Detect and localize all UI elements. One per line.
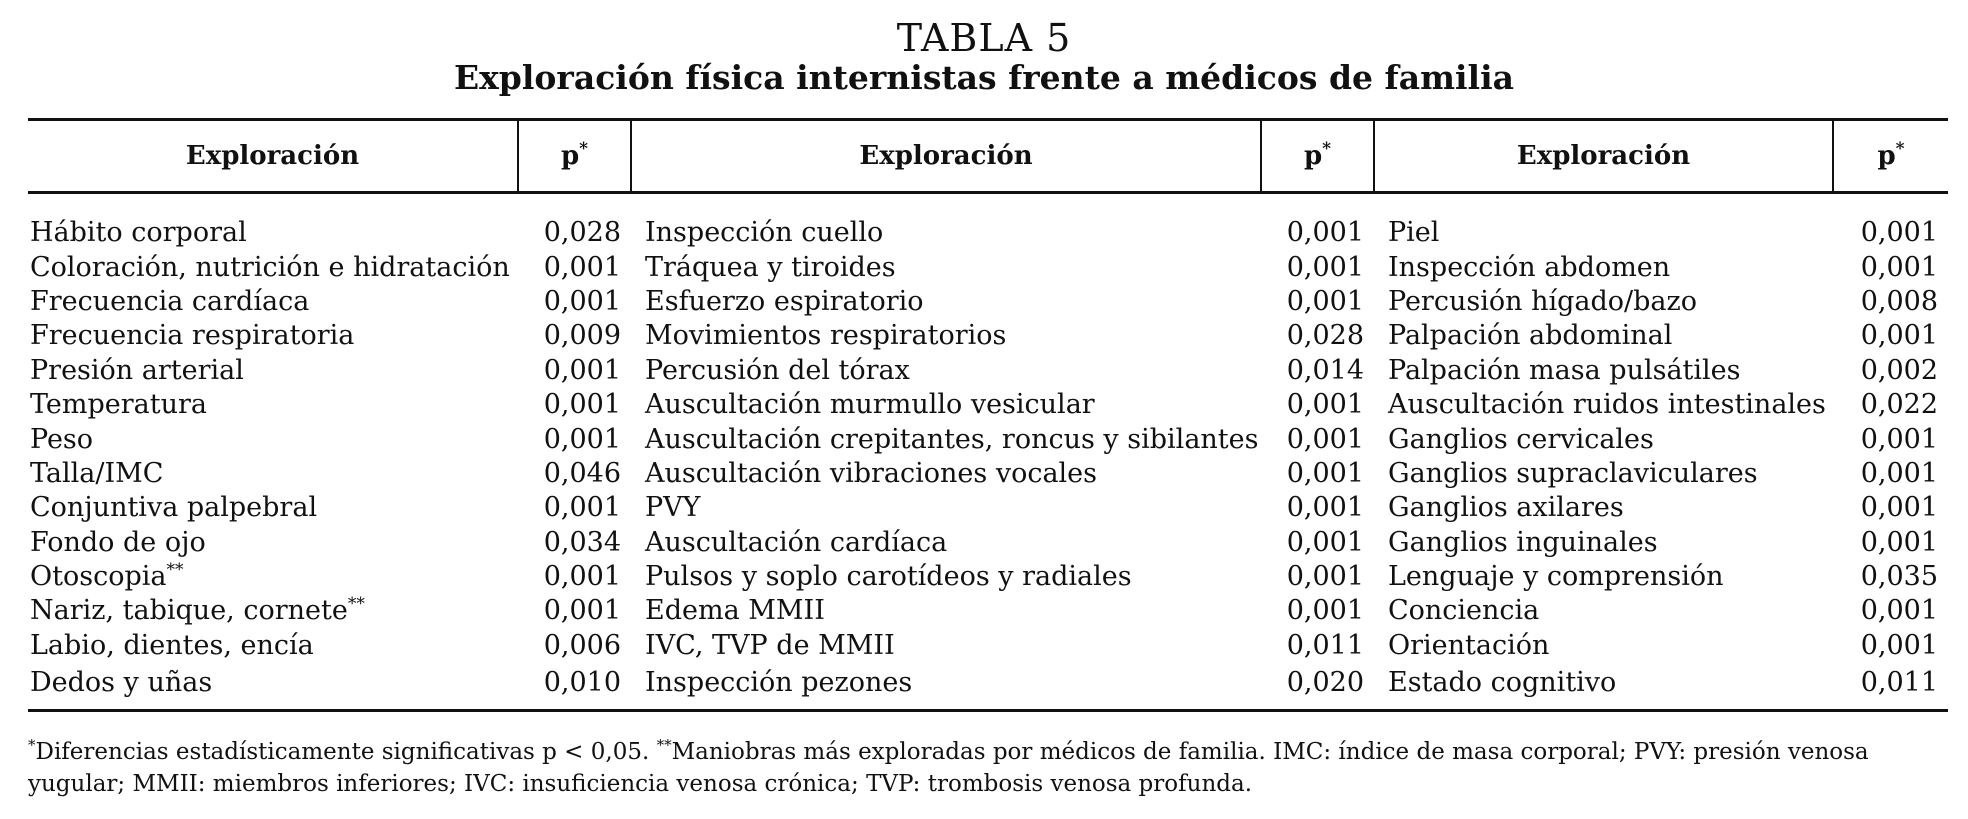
table-footnotes xyxy=(28,736,1948,800)
p-value-cell: 0,002 xyxy=(1860,354,1938,386)
exploration-cell: Inspección cuello xyxy=(645,217,884,249)
p-value-cell: 0,022 xyxy=(1860,389,1938,421)
table-row xyxy=(28,560,1948,594)
p-value-cell: 0,001 xyxy=(543,285,621,317)
p-value-cell: 0,046 xyxy=(543,457,621,489)
exploration-cell: Percusión hígado/bazo xyxy=(1388,285,1697,317)
p-value-cell: 0,001 xyxy=(1860,320,1938,352)
p-value-cell: 0,001 xyxy=(1860,595,1938,627)
header-exploracion-1: Exploración xyxy=(28,120,518,193)
p-value-cell: 0,028 xyxy=(543,217,621,249)
exploration-cell: Hábito corporal xyxy=(30,217,247,249)
table-body xyxy=(28,193,1948,711)
exploration-cell: Movimientos respiratorios xyxy=(645,320,1007,352)
table-row xyxy=(28,526,1948,560)
footnote-mark-1: * xyxy=(28,736,36,754)
p-value-cell: 0,001 xyxy=(543,354,621,386)
exploration-cell: Ganglios cervicales xyxy=(1388,423,1654,455)
exploration-cell: Auscultación ruidos intestinales xyxy=(1388,389,1826,421)
header-exploracion-2: Exploración xyxy=(631,120,1261,193)
p-value-cell: 0,001 xyxy=(543,389,621,421)
table-title: TABLA 5 xyxy=(896,16,1072,60)
p-value-cell: 0,001 xyxy=(543,423,621,455)
table-bottom-rule xyxy=(28,711,1948,713)
exploration-cell: PVY xyxy=(645,492,701,524)
exploration-cell: Estado cognitivo xyxy=(1388,667,1617,699)
exploration-cell: Auscultación cardíaca xyxy=(645,526,948,558)
p-value-cell: 0,009 xyxy=(543,320,621,352)
exploration-cell: Inspección abdomen xyxy=(1388,251,1671,283)
p-value-cell: 0,034 xyxy=(543,526,621,558)
exploration-cell: Fondo de ojo xyxy=(30,526,206,558)
exploration-cell: Orientación xyxy=(1388,629,1550,661)
exploration-cell: Ganglios axilares xyxy=(1388,492,1624,524)
p-value-cell: 0,001 xyxy=(1286,595,1364,627)
exploration-cell: IVC, TVP de MMII xyxy=(645,629,895,661)
exploration-cell: Otoscopia** xyxy=(30,560,184,593)
table-row xyxy=(28,629,1948,663)
exploration-cell: Percusión del tórax xyxy=(645,354,910,386)
exploration-cell: Esfuerzo espiratorio xyxy=(645,285,924,317)
p-value-cell: 0,001 xyxy=(1860,629,1938,661)
footnote-1: Diferencias estadísticamente significativas p < 0,05. xyxy=(35,739,657,765)
table-row xyxy=(28,594,1948,628)
table-subtitle: Exploración física internistas frente a médicos de familia xyxy=(453,58,1514,97)
p-value-cell: 0,011 xyxy=(1286,629,1364,661)
table-row xyxy=(28,388,1948,422)
p-value-cell: 0,001 xyxy=(1286,217,1364,249)
exploration-cell: Pulsos y soplo carotídeos y radiales xyxy=(645,561,1132,593)
footnote-marker: ** xyxy=(347,594,365,615)
exploration-cell: Tráquea y tiroides xyxy=(645,251,896,283)
p-value-cell: 0,001 xyxy=(543,492,621,524)
exploration-cell: Nariz, tabique, cornete** xyxy=(30,594,365,627)
header-p-3: p* xyxy=(1833,120,1948,193)
p-value-cell: 0,001 xyxy=(1286,389,1364,421)
table-row xyxy=(28,491,1948,525)
p-value-cell: 0,001 xyxy=(1286,457,1364,489)
p-value-cell: 0,001 xyxy=(1860,423,1938,455)
p-value-cell: 0,001 xyxy=(1286,251,1364,283)
table-row xyxy=(28,457,1948,491)
header-exploracion-3: Exploración xyxy=(1374,120,1833,193)
p-value-cell: 0,001 xyxy=(1286,285,1364,317)
exploration-cell: Presión arterial xyxy=(30,354,244,386)
exploration-cell: Conjuntiva palpebral xyxy=(30,492,318,524)
exploration-cell: Labio, dientes, encía xyxy=(30,629,314,661)
footnote-mark-2: ** xyxy=(656,736,672,754)
p-value-cell: 0,001 xyxy=(1860,217,1938,249)
exploration-cell: Lenguaje y comprensión xyxy=(1388,561,1724,593)
table-header-row xyxy=(28,120,1948,193)
exploration-cell: Frecuencia respiratoria xyxy=(30,320,355,352)
exploration-cell: Palpación masa pulsátiles xyxy=(1388,354,1741,386)
p-value-cell: 0,001 xyxy=(543,561,621,593)
exploration-cell: Dedos y uñas xyxy=(30,667,213,699)
exploration-cell: Auscultación murmullo vesicular xyxy=(645,389,1095,421)
p-value-cell: 0,001 xyxy=(543,251,621,283)
p-value-cell: 0,006 xyxy=(543,629,621,661)
p-value-cell: 0,001 xyxy=(1860,251,1938,283)
exploration-table xyxy=(28,118,1948,712)
p-value-cell: 0,001 xyxy=(1860,492,1938,524)
exploration-cell: Frecuencia cardíaca xyxy=(30,285,310,317)
p-value-cell: 0,035 xyxy=(1860,561,1938,593)
p-value-cell: 0,001 xyxy=(1286,492,1364,524)
table-row xyxy=(28,663,1948,711)
table-row xyxy=(28,319,1948,353)
p-value-cell: 0,020 xyxy=(1286,667,1364,699)
table-row xyxy=(28,354,1948,388)
table-row xyxy=(28,216,1948,250)
exploration-cell: Auscultación crepitantes, roncus y sibilantes xyxy=(645,423,1259,455)
exploration-cell: Conciencia xyxy=(1388,595,1540,627)
exploration-cell: Coloración, nutrición e hidratación xyxy=(30,251,510,283)
p-value-cell: 0,010 xyxy=(543,667,621,699)
exploration-cell: Talla/IMC xyxy=(30,457,164,489)
exploration-cell: Peso xyxy=(30,423,94,455)
p-value-cell: 0,001 xyxy=(1286,423,1364,455)
header-p-1: p* xyxy=(518,120,631,193)
p-value-cell: 0,001 xyxy=(1860,457,1938,489)
exploration-cell: Inspección pezones xyxy=(645,667,913,699)
p-value-cell: 0,011 xyxy=(1860,667,1938,699)
exploration-cell: Edema MMII xyxy=(645,595,825,627)
table-row xyxy=(28,285,1948,319)
p-value-cell: 0,001 xyxy=(1286,561,1364,593)
table-row xyxy=(28,422,1948,456)
footnote-2: Maniobras más exploradas por médicos de familia. IMC: índice de masa corporal; PVY: presión venosa yugular; MMII: miembros inferiores; IVC: insuficiencia venosa crónica; TVP: trombosis venosa profunda. xyxy=(28,739,1869,797)
footnote-marker: ** xyxy=(166,560,184,581)
p-value-cell: 0,014 xyxy=(1286,354,1364,386)
exploration-cell: Ganglios inguinales xyxy=(1388,526,1658,558)
exploration-cell: Piel xyxy=(1388,217,1440,249)
p-value-cell: 0,001 xyxy=(1860,526,1938,558)
p-value-cell: 0,028 xyxy=(1286,320,1364,352)
p-value-cell: 0,001 xyxy=(543,595,621,627)
exploration-cell: Auscultación vibraciones vocales xyxy=(645,457,1098,489)
p-value-cell: 0,008 xyxy=(1860,285,1938,317)
table-row xyxy=(28,250,1948,284)
p-value-cell: 0,001 xyxy=(1286,526,1364,558)
exploration-cell: Palpación abdominal xyxy=(1388,320,1673,352)
exploration-cell: Temperatura xyxy=(30,389,208,421)
header-p-2: p* xyxy=(1261,120,1374,193)
exploration-cell: Ganglios supraclaviculares xyxy=(1388,457,1758,489)
